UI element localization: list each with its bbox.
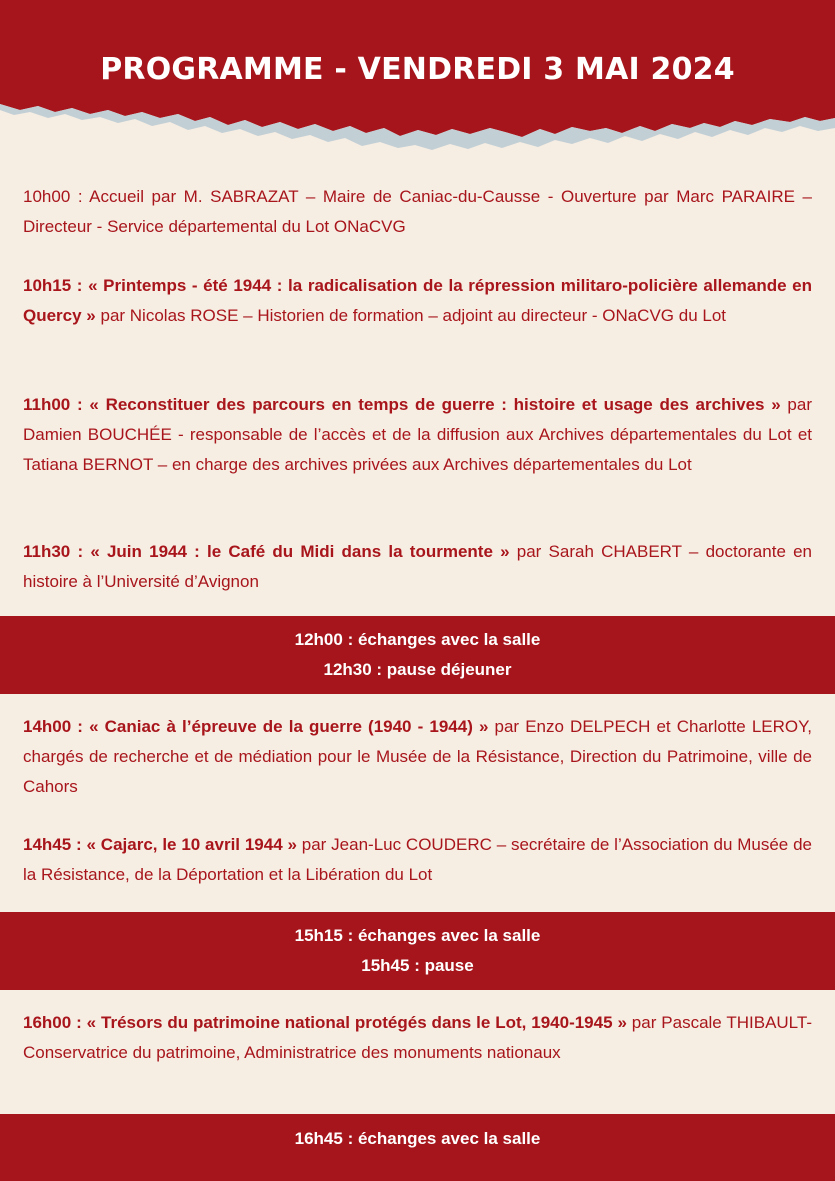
list-item	[23, 390, 812, 480]
session-title: 14h00 : « Caniac à l’épreuve de la guerre (1940 - 1944) »	[23, 717, 489, 736]
session-speakers: par Sarah CHABERT – doctorante en histoire à l’Université d’Avignon	[23, 542, 813, 591]
page-title: PROGRAMME - VENDREDI 3 MAI 2024	[100, 52, 735, 87]
session-speakers: par Enzo DELPECH et Charlotte LEROY, chargés de recherche et de médiation pour le Musée de la Résistance, Direction du Patrimoine, ville de Cahors	[23, 717, 812, 796]
list-item	[23, 830, 812, 890]
session-speakers: par Pascale THIBAULT- Conservatrice du patrimoine, Administratrice des monuments nationaux	[23, 1013, 812, 1062]
list-item	[23, 712, 812, 802]
session-title: 11h30 : « Juin 1944 : le Café du Midi dans la tourmente »	[23, 542, 510, 561]
session-speakers: par Nicolas ROSE – Historien de formation – adjoint au directeur - ONaCVG du Lot	[95, 306, 727, 325]
list-item	[23, 182, 812, 242]
break-line: 12h00 : échanges avec la salle	[294, 630, 541, 649]
list-item	[23, 537, 812, 597]
header-banner	[0, 0, 835, 160]
session-speakers: 10h00 : Accueil par M. SABRAZAT – Maire de Caniac-du-Causse - Ouverture par Marc PARAIRE – Directeur - Service départemental du Lot ONaCVG	[23, 187, 812, 236]
break-line: 16h45 : échanges avec la salle	[294, 1129, 541, 1148]
session-title: 14h45 : « Cajarc, le 10 avril 1944 »	[23, 835, 297, 854]
session-title: 11h00 : « Reconstituer des parcours en temps de guerre : histoire et usage des archives »	[23, 395, 781, 414]
session-speakers: par Jean-Luc COUDERC – secrétaire de l’Association du Musée de la Résistance, de la Déportation et la Libération du Lot	[23, 835, 812, 884]
break-line: 12h30 : pause déjeuner	[323, 660, 512, 679]
break-line: 15h45 : pause	[361, 956, 474, 975]
break-band	[0, 616, 835, 694]
list-item	[23, 271, 812, 331]
list-item	[23, 1008, 812, 1068]
break-line: 15h15 : échanges avec la salle	[294, 926, 541, 945]
session-title: 10h15 : « Printemps - été 1944 : la radicalisation de la répression militaro-policière allemande en Quercy »	[23, 276, 812, 325]
break-band	[0, 1114, 835, 1181]
session-title: 16h00 : « Trésors du patrimoine national protégés dans le Lot, 1940-1945 »	[23, 1013, 627, 1032]
break-band	[0, 912, 835, 990]
session-speakers: par Damien BOUCHÉE - responsable de l’accès et de la diffusion aux Archives départementales du Lot et Tatiana BERNOT – en charge des archives privées aux Archives départementales du Lot	[23, 395, 812, 474]
